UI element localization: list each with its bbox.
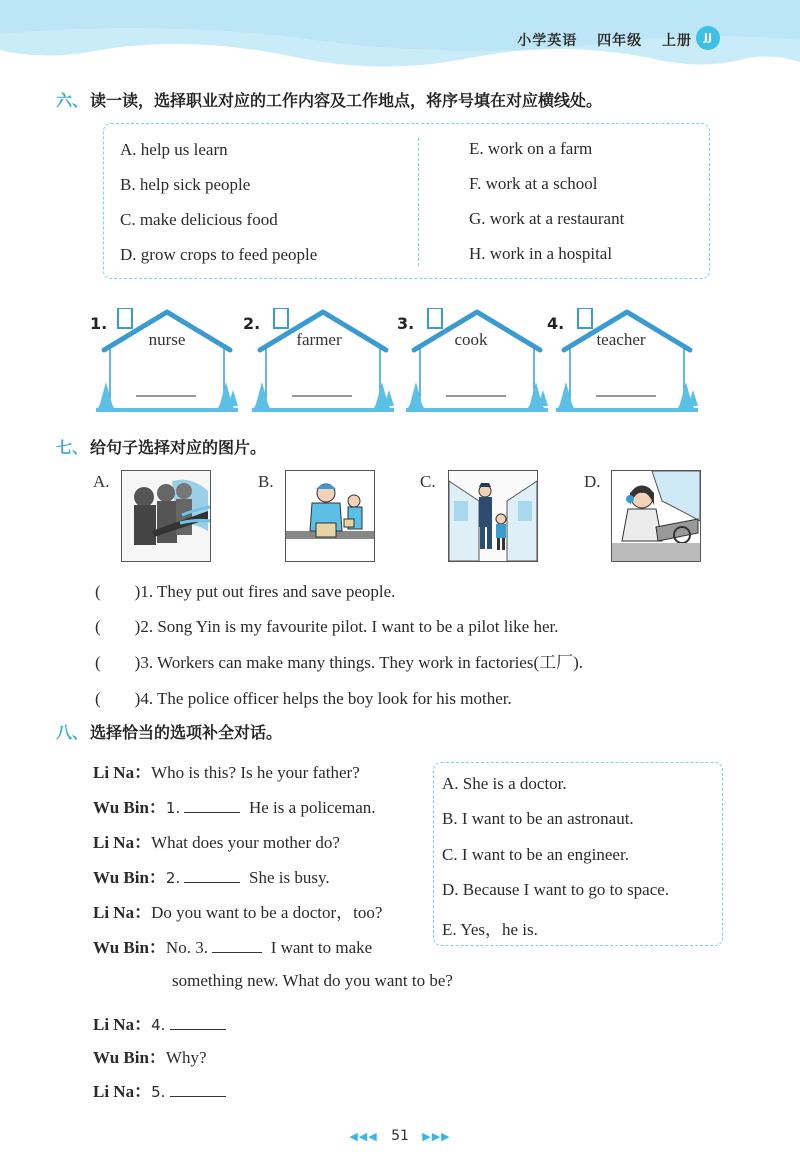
line-text: He is a policeman.: [248, 798, 376, 817]
next-arrows-icon: ▶▶▶: [422, 1130, 451, 1143]
section8-number: 八、: [56, 723, 89, 742]
line-text: something new. What do you want to be?: [172, 971, 453, 990]
speaker: Wu Bin：: [93, 938, 166, 957]
picture-c-label: C.: [420, 472, 436, 491]
dialogue-option-e: E. Yes，he is.: [442, 920, 538, 939]
answer-blank-1[interactable]: [184, 812, 240, 813]
house-2: [252, 308, 394, 412]
speaker: Wu Bin：: [93, 798, 166, 817]
dialogue-line-5: [93, 898, 382, 923]
speaker: Li Na：: [93, 763, 152, 782]
question-3: ( )3. Workers can make many things. They work in factories(工厂).: [95, 653, 584, 672]
line-text: She is busy.: [248, 868, 330, 887]
line-text: What does your mother do?: [151, 833, 340, 852]
dialogue-line-1: [93, 758, 360, 783]
section7-title: [56, 435, 266, 458]
house-2-word: farmer: [296, 330, 342, 349]
page-footer: [0, 1128, 800, 1144]
house-4-number: 4.: [547, 314, 565, 333]
dialogue-line-4: [93, 863, 330, 888]
section7-instruction: 给句子选择对应的图片。: [90, 438, 267, 457]
option-c: C. make delicious food: [120, 210, 278, 229]
answer-blank-2[interactable]: [184, 882, 240, 883]
page-number: 51: [391, 1128, 409, 1144]
prev-arrows-icon: ◀◀◀: [349, 1130, 378, 1143]
option-g: G. work at a restaurant: [469, 209, 625, 228]
option-b: B. help sick people: [120, 175, 251, 194]
house-2-number: 2.: [243, 314, 261, 333]
section7-number: 七、: [56, 438, 89, 457]
answer-blank-3[interactable]: [212, 952, 262, 953]
header-volume: 上册: [662, 33, 692, 49]
firefighters-picture: [121, 470, 211, 562]
section6-number: 六、: [56, 91, 89, 110]
speaker: Li Na：: [93, 1015, 152, 1034]
options-divider: [418, 138, 419, 266]
section8-title: [56, 720, 282, 743]
speaker: Wu Bin：: [93, 1048, 166, 1067]
house-1-word: nurse: [148, 330, 186, 349]
house-1: [96, 308, 238, 412]
option-a: A. help us learn: [120, 140, 228, 159]
house-3: [406, 308, 548, 412]
picture-d-label: D.: [584, 472, 601, 491]
dialogue-line-10: [93, 1077, 226, 1102]
factory-workers-picture: [285, 470, 375, 562]
header-subject: 小学英语: [517, 33, 578, 49]
dialogue-line-8: [93, 1010, 226, 1035]
pilot-picture: [611, 470, 701, 562]
option-f: F. work at a school: [469, 174, 598, 193]
line-text: Who is this? Is he your father?: [151, 763, 360, 782]
question-1: ( )1. They put out fires and save people.: [95, 582, 396, 601]
line-text: Do you want to be a doctor，too?: [151, 903, 383, 922]
section8-instruction: 选择恰当的选项补全对话。: [90, 723, 283, 742]
police-officer-picture: [448, 470, 538, 562]
dialogue-line-3: [93, 828, 340, 853]
dialogue-line-9: [93, 1043, 207, 1068]
dialogue-option-b: B. I want to be an astronaut.: [442, 809, 634, 828]
line-number: No. 3.: [165, 938, 208, 957]
house-3-number: 3.: [397, 314, 415, 333]
line-text: Why?: [165, 1048, 207, 1067]
option-e: E. work on a farm: [469, 139, 593, 158]
header-grade: 四年级: [597, 33, 643, 49]
speaker: Li Na：: [93, 1082, 152, 1101]
speaker: Li Na：: [93, 903, 152, 922]
dialogue-option-a: A. She is a doctor.: [442, 774, 567, 793]
option-d: D. grow crops to feed people: [120, 245, 318, 264]
house-4-word: teacher: [596, 330, 646, 349]
line-number: 5.: [151, 1083, 166, 1101]
dialogue-line-7: [172, 971, 453, 991]
dialogue-line-6: [93, 933, 372, 958]
speaker: Li Na：: [93, 833, 152, 852]
section6-instruction: 读一读，选择职业对应的工作内容及工作地点，将序号填在对应横线处。: [90, 91, 603, 110]
section6-title: [56, 88, 602, 111]
dialogue-option-c: C. I want to be an engineer.: [442, 845, 629, 864]
house-3-word: cook: [454, 330, 488, 349]
question-4: ( )4. The police officer helps the boy look for his mother.: [95, 689, 512, 708]
picture-b-label: B.: [258, 472, 274, 491]
picture-a-label: A.: [93, 472, 110, 491]
answer-blank-4[interactable]: [170, 1029, 226, 1030]
speaker: Wu Bin：: [93, 868, 166, 887]
house-1-number: 1.: [90, 314, 108, 333]
dialogue-line-2: [93, 793, 376, 818]
publisher-badge: JJ: [696, 26, 720, 50]
question-2: ( )2. Song Yin is my favourite pilot. I want to be a pilot like her.: [95, 617, 559, 636]
answer-blank-5[interactable]: [170, 1096, 226, 1097]
line-number: 4.: [151, 1016, 166, 1034]
house-4: [556, 308, 698, 412]
line-number: 2.: [165, 869, 181, 887]
line-text: I want to make: [270, 938, 373, 957]
header-book-info: [503, 30, 692, 50]
dialogue-option-d: D. Because I want to go to space.: [442, 880, 670, 899]
line-number: 1.: [165, 799, 181, 817]
option-h: H. work in a hospital: [469, 244, 613, 263]
